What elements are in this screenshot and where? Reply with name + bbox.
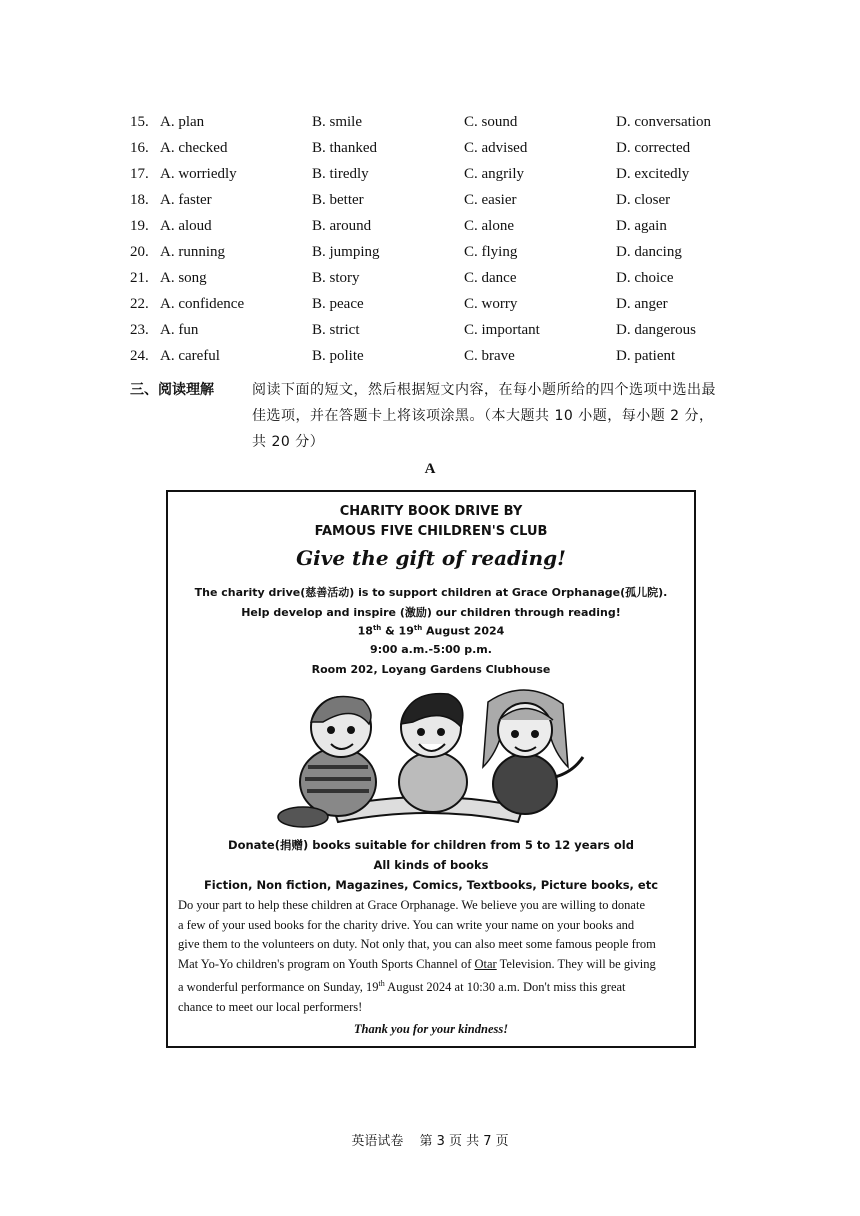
question-number: 18.: [130, 191, 149, 208]
poster-slogan: Give the gift of reading!: [296, 546, 566, 570]
children-reading-illustration: [263, 682, 593, 832]
question-number: 16.: [130, 139, 149, 156]
option-b: B. smile: [312, 113, 363, 130]
option-a: A. worriedly: [160, 165, 237, 182]
question-number: 23.: [130, 321, 149, 338]
option-row: [130, 213, 770, 239]
body-text: Mat Yo-Yo children's program on Youth Sports Channel of: [178, 956, 475, 971]
option-row: [130, 291, 770, 317]
option-d: D. dancing: [616, 243, 682, 260]
option-c: C. angrily: [464, 165, 524, 182]
poster-dates: [168, 624, 694, 638]
body-text: Television. They will be giving: [496, 956, 656, 971]
underlined-name: Otar: [474, 956, 497, 971]
question-number: 15.: [130, 113, 149, 130]
option-c: C. easier: [464, 191, 517, 208]
option-c: C. important: [464, 321, 540, 338]
option-row: [130, 161, 770, 187]
option-a: A. fun: [160, 321, 199, 338]
option-b: B. better: [312, 191, 364, 208]
option-d: D. corrected: [616, 139, 691, 156]
option-b: B. strict: [312, 321, 360, 338]
instruction-line: 阅读下面的短文，然后根据短文内容，在每小题所给的四个选项中选出最: [252, 382, 716, 398]
poster-donate-line: Donate(捐赠) books suitable for children from 5 to 12 years old: [228, 838, 634, 852]
poster-title-line1: CHARITY BOOK DRIVE BY: [339, 504, 523, 519]
poster-goal: Help develop and inspire (激励) our children through reading!: [241, 606, 621, 619]
instruction-line: 佳选项，并在答题卡上将该项涂黑。（本大题共 10 小题，每小题 2 分，: [252, 408, 714, 424]
option-d: D. closer: [616, 191, 671, 208]
option-row: [130, 343, 770, 369]
option-b: B. polite: [312, 347, 364, 364]
poster-body: [178, 896, 696, 1017]
question-number: 22.: [130, 295, 149, 312]
option-d: D. patient: [616, 347, 676, 364]
poster-kinds-line: All kinds of books: [373, 858, 489, 872]
option-b: B. around: [312, 217, 372, 234]
question-number: 21.: [130, 269, 149, 286]
footer-subject: 英语试卷: [351, 1134, 404, 1149]
option-b: B. tiredly: [312, 165, 369, 182]
question-number: 24.: [130, 347, 149, 364]
option-c: C. worry: [464, 295, 518, 312]
question-number: 19.: [130, 217, 149, 234]
option-d: D. choice: [616, 269, 674, 286]
option-a: A. careful: [160, 347, 220, 364]
option-a: A. running: [160, 243, 225, 260]
option-row: [130, 187, 770, 213]
option-d: D. dangerous: [616, 321, 696, 338]
poster-purpose: The charity drive(慈善活动) is to support children at Grace Orphanage(孤儿院).: [194, 586, 668, 599]
instruction-line: 共 20 分）: [252, 434, 325, 450]
option-row: [130, 109, 770, 135]
page-footer: [0, 1130, 860, 1149]
option-c: C. flying: [464, 243, 518, 260]
date-suffix: th: [372, 624, 382, 632]
body-text: August 2024 at 10:30 a.m. Don't miss this great: [384, 980, 626, 995]
option-d: D. again: [616, 217, 667, 234]
section-title: 三、阅读理解: [130, 382, 214, 398]
option-a: A. aloud: [160, 217, 212, 234]
date-day1: 18: [357, 624, 373, 638]
poster-thanks: Thank you for your kindness!: [353, 1022, 509, 1036]
poster-types-line: Fiction, Non fiction, Magazines, Comics, Textbooks, Picture books, etc: [203, 878, 659, 892]
date-day2: & 19: [381, 624, 414, 638]
question-number: 17.: [130, 165, 149, 182]
date-suffix: th: [378, 979, 385, 988]
option-a: A. song: [160, 269, 207, 286]
option-a: A. confidence: [160, 295, 245, 312]
option-d: D. conversation: [616, 113, 711, 130]
options-table: [130, 109, 770, 369]
option-a: A. plan: [160, 113, 205, 130]
footer-page-number: 第 3 页 共 7 页: [419, 1134, 509, 1149]
option-b: B. story: [312, 269, 360, 286]
option-c: C. sound: [464, 113, 518, 130]
body-line: a few of your used books for the charity drive. You can write your name on your books and: [178, 917, 635, 932]
option-b: B. peace: [312, 295, 364, 312]
body-line: [178, 955, 696, 975]
poster-time: 9:00 a.m.-5:00 p.m.: [370, 643, 492, 656]
option-row: [130, 135, 770, 161]
option-a: A. checked: [160, 139, 228, 156]
passage-letter: A: [424, 461, 436, 477]
option-d: D. anger: [616, 295, 668, 312]
question-number: 20.: [130, 243, 149, 260]
body-text: a wonderful performance on Sunday, 19: [178, 980, 379, 995]
option-c: C. dance: [464, 269, 517, 286]
body-line: give them to the volunteers on duty. Not only that, you can also meet some famous people from: [178, 937, 656, 951]
option-a: A. faster: [160, 191, 212, 208]
option-row: [130, 317, 770, 343]
poster-title-line2: FAMOUS FIVE CHILDREN'S CLUB: [314, 524, 548, 539]
date-month-year: August 2024: [422, 624, 505, 638]
option-c: C. alone: [464, 217, 514, 234]
option-b: B. jumping: [312, 243, 380, 260]
option-row: [130, 239, 770, 265]
body-line: Do your part to help these children at Grace Orphanage. We believe you are willing to donate: [178, 898, 645, 912]
option-c: C. advised: [464, 139, 528, 156]
body-line: [178, 974, 696, 998]
option-c: C. brave: [464, 347, 515, 364]
body-line: chance to meet our local performers!: [178, 999, 363, 1014]
option-row: [130, 265, 770, 291]
section-instructions: [252, 377, 742, 455]
option-b: B. thanked: [312, 139, 377, 156]
date-suffix: th: [413, 624, 423, 632]
charity-poster: [166, 490, 696, 1048]
option-d: D. excitedly: [616, 165, 690, 182]
poster-location: Room 202, Loyang Gardens Clubhouse: [311, 663, 551, 676]
